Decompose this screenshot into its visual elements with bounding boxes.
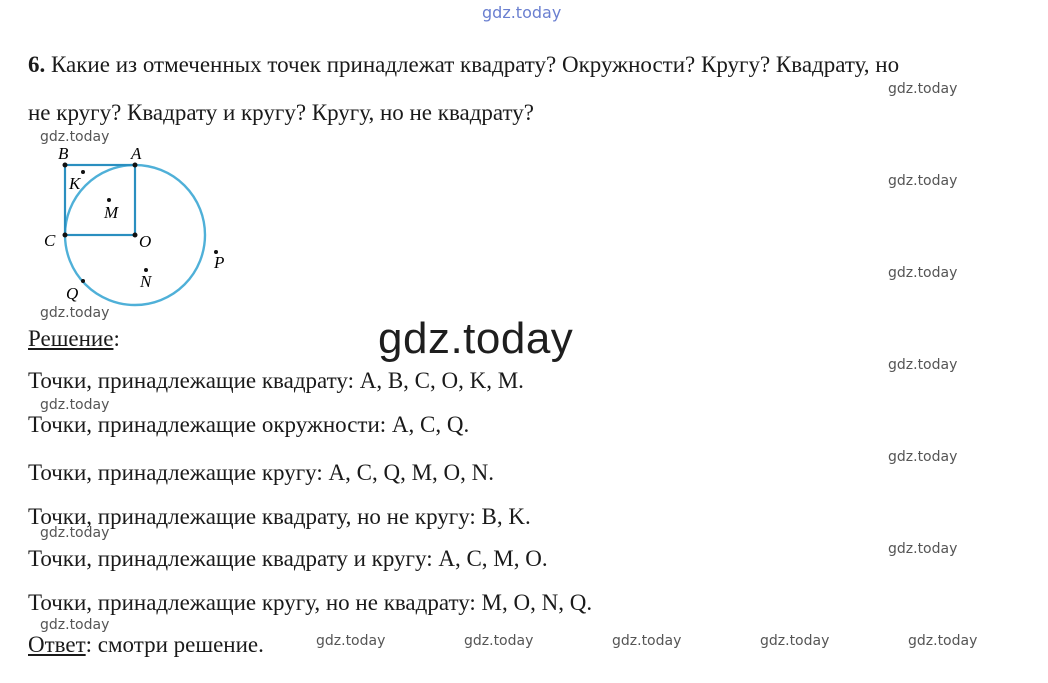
label-m: M bbox=[104, 203, 119, 222]
geometry-figure bbox=[40, 140, 240, 315]
watermark: gdz.today bbox=[760, 633, 830, 649]
solution-line: Точки, принадлежащие квадрату, но не кругу: B, K. bbox=[28, 504, 531, 529]
watermark: gdz.today bbox=[40, 129, 110, 145]
watermark: gdz.today bbox=[316, 633, 386, 649]
task-line-2: не кругу? Квадрату и кругу? Кругу, но не квадрату? bbox=[28, 100, 534, 125]
label-o: O bbox=[139, 232, 152, 251]
task-text-1: Какие из отмеченных точек принадлежат квадрату? Окружности? Кругу? Квадрату, но bbox=[51, 52, 900, 77]
solution-line: Точки, принадлежащие кругу: A, C, Q, M, O, N. bbox=[28, 460, 494, 485]
solution-line: Точки, принадлежащие кругу, но не квадрату: M, O, N, Q. bbox=[28, 590, 593, 615]
solution-heading bbox=[28, 326, 120, 352]
watermark-large: gdz.today bbox=[378, 314, 574, 363]
point-a bbox=[133, 163, 138, 168]
point-o bbox=[133, 233, 138, 238]
point-b bbox=[63, 163, 68, 168]
label-n: N bbox=[140, 272, 152, 291]
watermark: gdz.today bbox=[612, 633, 682, 649]
watermark: gdz.today bbox=[888, 81, 958, 97]
watermark: gdz.today bbox=[888, 357, 958, 373]
watermark: gdz.today bbox=[40, 617, 110, 633]
watermark: gdz.today bbox=[40, 397, 110, 413]
task-line-1 bbox=[28, 52, 899, 78]
point-m bbox=[107, 198, 111, 202]
watermark: gdz.today bbox=[888, 449, 958, 465]
watermark: gdz.today bbox=[908, 633, 978, 649]
label-q: Q bbox=[66, 284, 79, 303]
point-q bbox=[81, 279, 85, 283]
answer-text: : смотри решение. bbox=[85, 632, 264, 657]
solution-line: Точки, принадлежащие квадрату: A, B, C, O, K, M. bbox=[28, 368, 524, 393]
label-c: C bbox=[44, 231, 56, 250]
watermark: gdz.today bbox=[464, 633, 534, 649]
point-k bbox=[81, 170, 85, 174]
task-number: 6. bbox=[28, 52, 46, 77]
answer-line bbox=[28, 632, 264, 658]
point-c bbox=[63, 233, 68, 238]
solution-heading-colon: : bbox=[113, 326, 120, 351]
watermark: gdz.today bbox=[40, 525, 110, 541]
answer-label: Ответ bbox=[28, 632, 86, 657]
label-b: B bbox=[58, 144, 69, 163]
watermark: gdz.today bbox=[888, 541, 958, 557]
label-k: K bbox=[69, 174, 81, 193]
watermark: gdz.today bbox=[888, 265, 958, 281]
solution-heading-label: Решение bbox=[28, 326, 114, 351]
solution-line: Точки, принадлежащие квадрату и кругу: A, C, M, O. bbox=[28, 546, 548, 571]
watermark: gdz.today bbox=[40, 305, 110, 321]
label-a: A bbox=[131, 144, 142, 163]
watermark-top: gdz.today bbox=[482, 3, 562, 22]
watermark: gdz.today bbox=[888, 173, 958, 189]
label-p: P bbox=[214, 253, 225, 272]
solution-line: Точки, принадлежащие окружности: A, C, Q. bbox=[28, 412, 470, 437]
